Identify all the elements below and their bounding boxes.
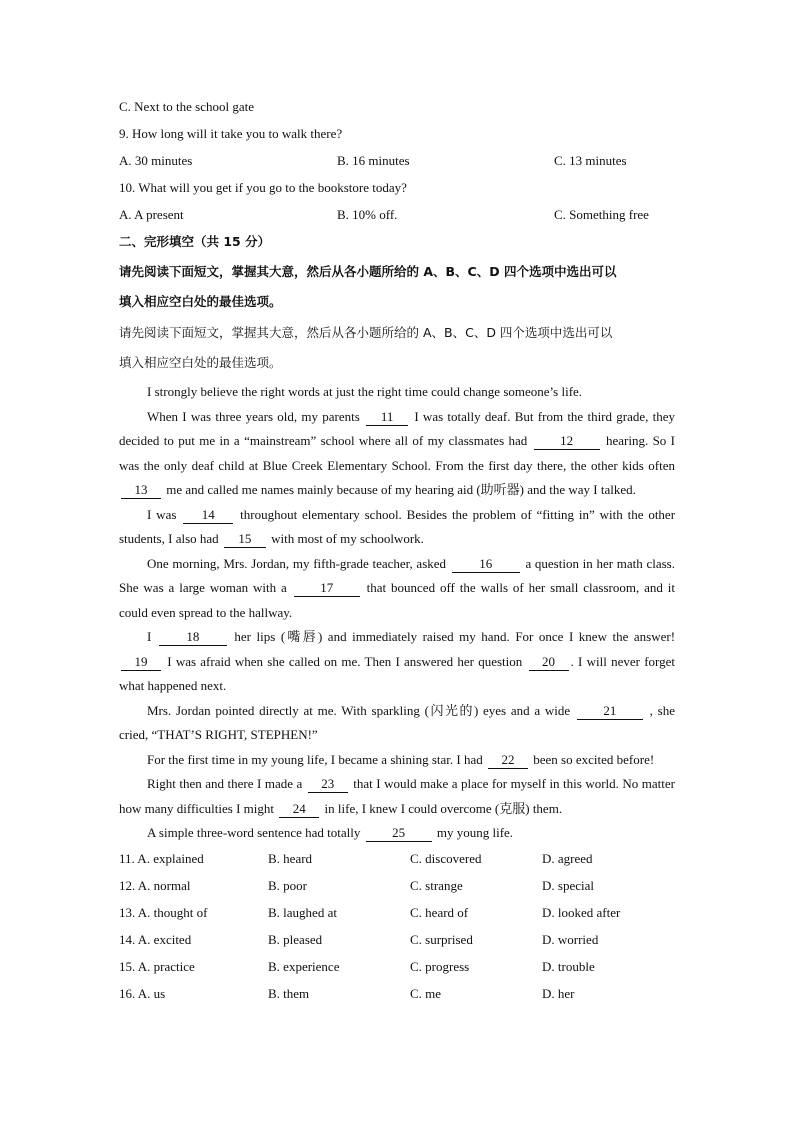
passage-paragraph-2: When I was three years old, my parents 11 I was totally deaf. But from the third grade, they decided to put me in a “mainstream” school where all of my classmates had 12 hearing. So I was the only deaf child at Blue Creek Elementary School. From the first day there, the other kids often 13 me and called me names mainly because of my hearing aid (助听器) and the way I talked. [119,408,676,497]
choice-a: 11. A. explained [119,850,204,866]
q9-option-b: B. 16 minutes [337,153,410,168]
passage-paragraph-8: Right then and there I made a 23 that I would make a place for myself in this world. No matter how many difficulties I might 24 in life, I knew I could overcome (克服) them. [119,776,676,816]
q10-option-c: C. Something free [554,207,649,222]
choice-d: D. looked after [542,904,621,920]
choice-b: B. laughed at [268,904,337,920]
choice-d: D. her [542,985,575,1001]
choice-a: 16. A. us [119,985,166,1001]
choice-row [119,901,675,928]
section-heading: 二、完形填空（共 15 分） [119,234,271,249]
blank-24: 24 [279,801,319,818]
choice-b: B. them [268,985,310,1001]
instruction-line-1: 请先阅读下面短文，掌握其大意，然后从各小题所给的 A、B、C、D 四个选项中选出可以 [119,325,613,340]
blank-14: 14 [183,507,233,524]
choice-b: B. poor [268,877,307,893]
q9-question: 9. How long will it take you to walk there? [119,126,343,141]
choice-a: 12. A. normal [119,877,191,893]
choice-a: 15. A. practice [119,958,195,974]
passage-paragraph-5: I 18 her lips (嘴唇) and immediately raised my hand. For once I knew the answer! 19 I was afraid when she called on me. Then I answered her question 20 . I will never forget what happened next. [119,629,676,693]
passage-paragraph-6: Mrs. Jordan pointed directly at me. With sparkling (闪光的) eyes and a wide 21 , she cried, “THAT’S RIGHT, STEPHEN!” [119,702,675,742]
blank-11: 11 [366,409,408,426]
q9-option-a: A. 30 minutes [119,153,193,168]
choice-c: C. heard of [410,904,469,920]
passage-paragraph-3: I was 14 throughout elementary school. Besides the problem of “fitting in” with the other students, I also had 15 with most of my schoolwork. [119,506,676,546]
passage [119,380,675,846]
q9-option-c: C. 13 minutes [554,153,627,168]
q10-options [119,203,675,230]
blank-12: 12 [534,433,600,450]
choice-row [119,847,675,874]
choice-d: D. trouble [542,958,595,974]
passage-paragraph-1: I strongly believe the right words at just the right time could change someone’s life. [147,384,583,399]
choice-c: C. strange [410,877,463,893]
choice-row [119,955,675,982]
q8-option-c: C. Next to the school gate [119,99,255,114]
choice-c: C. me [410,985,442,1001]
instruction-bold-line-2: 填入相应空白处的最佳选项。 [119,294,282,309]
choice-a: 14. A. excited [119,931,192,947]
choice-c: C. progress [410,958,470,974]
choice-d: D. worried [542,931,599,947]
exam-page [119,95,675,1009]
blank-23: 23 [308,776,348,793]
choice-d: D. agreed [542,850,593,866]
q10-option-a: A. A present [119,207,184,222]
choice-row [119,874,675,901]
q10-question: 10. What will you get if you go to the bookstore today? [119,180,407,195]
choice-row [119,982,675,1009]
choice-a: 13. A. thought of [119,904,208,920]
blank-16: 16 [452,556,520,573]
passage-paragraph-4: One morning, Mrs. Jordan, my fifth-grade teacher, asked 16 a question in her math class. She was a large woman with a 17 that bounced off the walls of her small classroom, and it could even spread to the hallway. [119,555,675,620]
instruction-bold-line-1: 请先阅读下面短文，掌握其大意，然后从各小题所给的 A、B、C、D 四个选项中选出可以 [119,264,617,279]
blank-21: 21 [577,703,643,720]
choice-b: B. pleased [268,931,323,947]
choice-c: C. surprised [410,931,473,947]
q10-option-b: B. 10% off. [337,207,398,222]
blank-20: 20 [529,654,569,671]
choice-b: B. experience [268,958,340,974]
choice-row [119,928,675,955]
passage-paragraph-9: A simple three-word sentence had totally 25 my young life. [147,825,514,840]
blank-13: 13 [121,482,161,499]
passage-paragraph-7: For the first time in my young life, I became a shining star. I had 22 been so excited before! [147,751,655,767]
choices-list [119,847,675,1009]
blank-15: 15 [224,531,266,548]
blank-22: 22 [488,752,528,769]
choice-d: D. special [542,877,594,893]
blank-19: 19 [121,654,161,671]
blank-18: 18 [159,629,227,646]
choice-c: C. discovered [410,850,482,866]
q9-options [119,149,675,176]
blank-17: 17 [294,580,360,597]
choice-b: B. heard [268,850,313,866]
blank-25: 25 [366,825,432,842]
instruction-line-2: 填入相应空白处的最佳选项。 [119,355,282,370]
